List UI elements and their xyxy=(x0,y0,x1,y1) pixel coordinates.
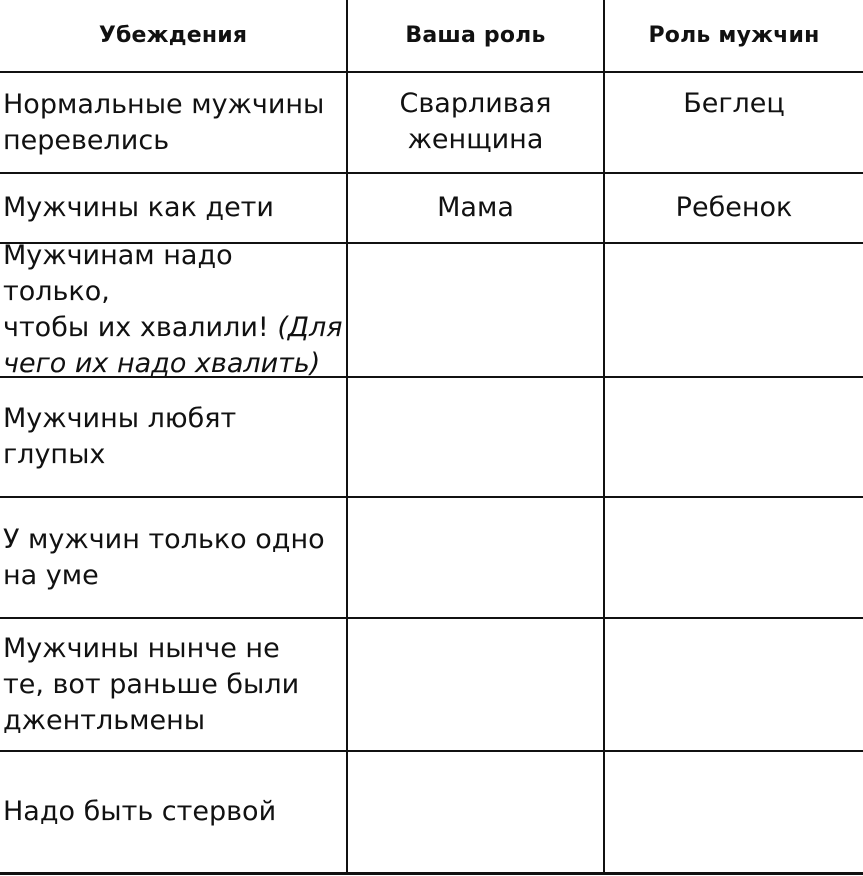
table-row-2-belief xyxy=(0,174,346,242)
belief-text: перевелись xyxy=(3,124,170,156)
belief-note-italic: чего их надо хвалить) xyxy=(3,348,321,379)
belief-text: Мужчины любят глупых xyxy=(3,403,237,470)
table-row-1-men-role xyxy=(605,86,863,172)
belief-text: У мужчин только одно xyxy=(3,523,325,555)
header-beliefs-label: Убеждения xyxy=(98,23,248,48)
your-role-text: Сварливая xyxy=(399,88,552,119)
table-row-4-belief xyxy=(0,378,346,496)
table-row-7-belief xyxy=(0,752,346,872)
belief-note-italic: (Для xyxy=(277,312,343,343)
table-row-2-men-role xyxy=(605,174,863,242)
table-row-3-belief xyxy=(0,240,346,379)
your-role-text: Мама xyxy=(437,192,514,223)
belief-text xyxy=(3,310,346,346)
header-your-role-label: Ваша роль xyxy=(405,23,546,48)
belief-text: те, вот раньше были xyxy=(3,668,300,700)
header-beliefs xyxy=(0,0,346,71)
belief-text: на уме xyxy=(3,559,99,591)
table-row-1-your-role xyxy=(348,86,603,172)
header-men-role xyxy=(605,0,863,71)
header-men-role-label: Роль мужчин xyxy=(648,23,820,48)
belief-text: Надо быть стервой xyxy=(3,796,277,827)
belief-text-plain: чтобы их хвалили! xyxy=(3,312,278,343)
table-row-6-belief xyxy=(0,619,346,750)
belief-text: Мужчины как дети xyxy=(3,192,274,223)
belief-text: Мужчины нынче не xyxy=(3,632,280,664)
belief-text: джентльмены xyxy=(3,704,206,736)
header-your-role xyxy=(348,0,603,71)
your-role-text: женщина xyxy=(407,124,544,155)
men-role-text: Ребенок xyxy=(675,192,793,223)
belief-text: Нормальные мужчины xyxy=(3,88,325,120)
table-row-2-your-role xyxy=(348,174,603,242)
men-role-text: Беглец xyxy=(683,88,785,119)
table-bottom-border xyxy=(0,872,863,875)
belief-text: Мужчинам надо только, xyxy=(3,240,233,307)
table-row-5-belief xyxy=(0,498,346,617)
table-row-1-belief xyxy=(0,73,346,172)
